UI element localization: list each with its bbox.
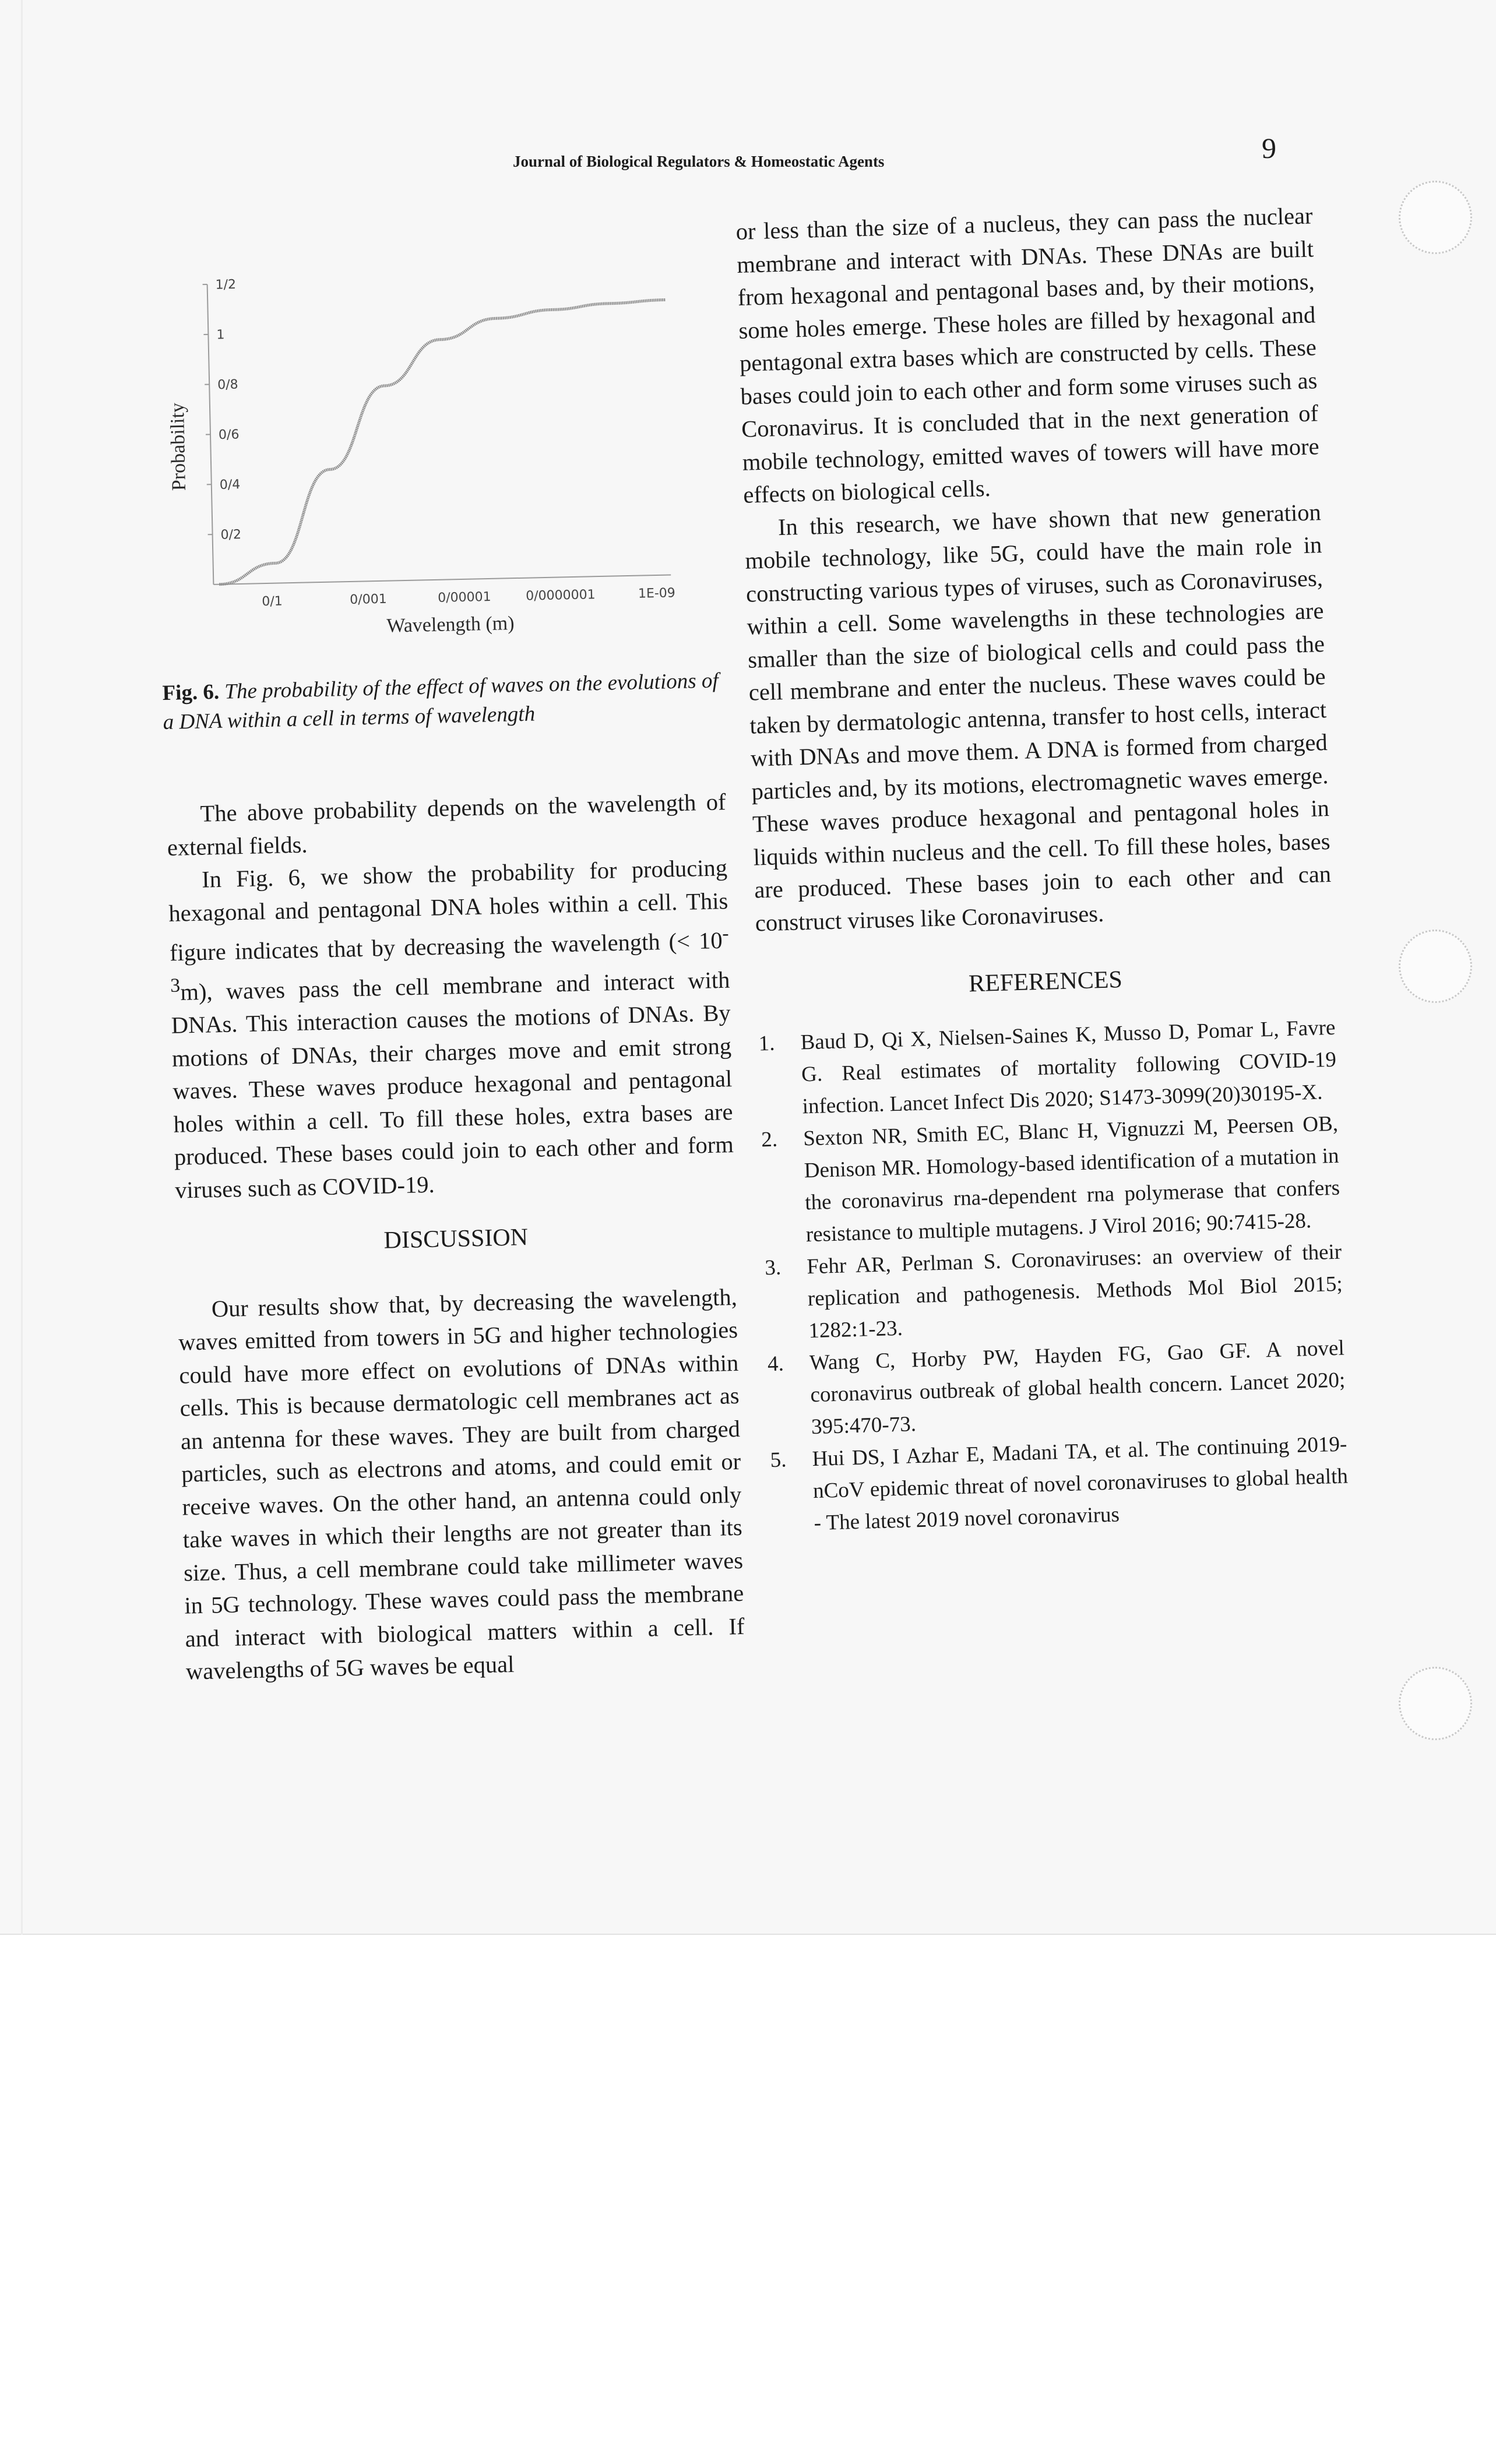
y-tick-label: 1/2 [215, 277, 237, 293]
reference-number: 5. [770, 1447, 787, 1472]
x-axis [213, 575, 671, 584]
y-tick-label: 0/6 [218, 427, 240, 443]
reference-number: 3. [764, 1255, 782, 1280]
reference-text: Hui DS, I Azhar E, Madani TA, et al. The continuing 2019-nCoV epidemic threat of novel coronaviruses to global health - The latest 2019 novel coronavirus [812, 1432, 1349, 1535]
paragraph: In this research, we have shown that new generation mobile technology, like 5G, could have the main role in constructing various types of viruses, such as Coronaviruses, within a cell. Some wavelengths in these technologies are smaller than the size of biological cells and could pass the cell membrane and enter the nucleus. These waves could be taken by dermatologic antenna, transfer to host cells, interact with DNAs and move them. A DNA is formed from charged particles and, by its motions, electromagnetic waves emerge. These waves produce hexagonal and pentagonal holes in liquids within nucleus and the cell. To fill these holes, bases are produced. These bases join to each other and can construct viruses like Coronaviruses. [744, 498, 1332, 937]
paragraph: or less than the size of a nucleus, they can pass the nuclear membrane and interact with DNAs. These DNAs are built from hexagonal and pentagonal bases and, by their motions, some holes emerge. These holes are filled by hexagonal and pentagonal extra bases which are constructed by cells. These bases could join to each other and form some viruses such as Coronavirus. It is concluded that in the next generation of mobile technology, emitted waves of towers will have more effects on biological cells. [735, 202, 1320, 508]
reference-item [758, 1011, 1337, 1124]
reference-number: 2. [761, 1127, 778, 1152]
y-tick-label: 0/2 [220, 527, 242, 543]
x-tick-label: 1E-09 [638, 586, 676, 601]
running-header: Journal of Biological Regulators & Homeostatic Agents [513, 153, 885, 170]
x-tick-label: 0/00001 [438, 589, 491, 606]
y-tick-label: 1 [216, 328, 225, 343]
reference-list [758, 1011, 1349, 1540]
y-axis-label: Probability [166, 402, 191, 491]
reference-item [765, 1235, 1344, 1348]
probability-curve [214, 300, 671, 584]
reference-number: 4. [767, 1351, 784, 1376]
reference-text: Baud D, Qi X, Nielsen-Saines K, Musso D, Pomar L, Favre G. Real estimates of mortality following COVID-19 infection. Lancet Infect Dis 2020; S1473-3099(20)30195-X. [800, 1015, 1337, 1118]
probability-chart [152, 256, 731, 664]
reference-item [761, 1107, 1342, 1252]
paragraph-text: In Fig. 6, we show the probability for producing hexagonal and pentagonal DNA holes within a cell. This figure indicates that by decreasing the wavelength (< 10 [168, 854, 728, 966]
exponent: -3 [170, 923, 729, 997]
x-tick-label: 0/1 [262, 594, 283, 610]
reference-item [770, 1428, 1349, 1540]
punch-hole [1399, 1667, 1472, 1740]
discussion-heading: DISCUSSION [383, 1224, 529, 1254]
reference-text: Sexton NR, Smith EC, Blanc H, Vignuzzi M, Peersen OB, Denison MR. Homology-based identification of a mutation in the coronavirus rna-dependent rna polymerase that confers resistance to multiple mutagens. J Virol 2016; 90:7415-28. [802, 1111, 1340, 1247]
left-column [166, 786, 745, 1688]
right-column [735, 199, 1349, 1540]
punch-hole [1399, 181, 1472, 254]
paragraph: The above probability depends on the wavelength of external fields. [167, 789, 726, 861]
reference-item [767, 1332, 1346, 1444]
figure-6 [152, 256, 731, 664]
paragraph-text: m), waves pass the cell membrane and interact with DNAs. This interaction causes the motions of DNAs. By motions of DNAs, their charges move and emit strong waves. These waves produce hexagonal and pentagonal holes within a cell. To fill these holes, extra bases are produced. These bases could join to each other and form viruses such as COVID-19. [171, 966, 734, 1203]
reference-text: Wang C, Horby PW, Hayden FG, Gao GF. A novel coronavirus outbreak of global health concern. Lancet 2020; 395:470-73. [809, 1336, 1346, 1439]
caption-label: Fig. 6. [162, 680, 220, 705]
reference-text: Fehr AR, Perlman S. Coronaviruses: an overview of their replication and pathogenesis. Methods Mol Biol 2015; 1282:1-23. [806, 1240, 1343, 1343]
caption-text: The probability of the effect of waves on the evolutions of a DNA within a cell in terms of wavelength [163, 668, 719, 734]
page-fold-line [21, 0, 23, 1935]
x-axis-label: Wavelength (m) [386, 613, 515, 637]
paragraph [168, 851, 735, 1207]
page-number: 9 [1262, 132, 1276, 164]
references-heading: REFERENCES [968, 966, 1123, 998]
y-tick-label: 0/4 [219, 477, 241, 492]
punch-hole [1399, 930, 1472, 1003]
x-tick-label: 0/0000001 [525, 587, 596, 604]
paragraph: Our results show that, by decreasing the wavelength, waves emitted from towers in 5G and higher technologies could have more effect on evolutions of DNAs within cells. This is because dermatologic cell membranes act as an antenna for these waves. They are built from charged particles, such as electrons and atoms, and could emit or receive waves. On the other hand, an antenna could only take waves in which their lengths are not greater than its size. Thus, a cell membrane could take millimeter waves in 5G technology. These waves could pass the membrane and interact with biological matters within a cell. If wavelengths of 5G waves be equal [178, 1283, 745, 1685]
reference-number: 1. [758, 1031, 775, 1055]
y-tick-label: 0/8 [217, 377, 238, 393]
x-tick-label: 0/001 [350, 592, 387, 607]
